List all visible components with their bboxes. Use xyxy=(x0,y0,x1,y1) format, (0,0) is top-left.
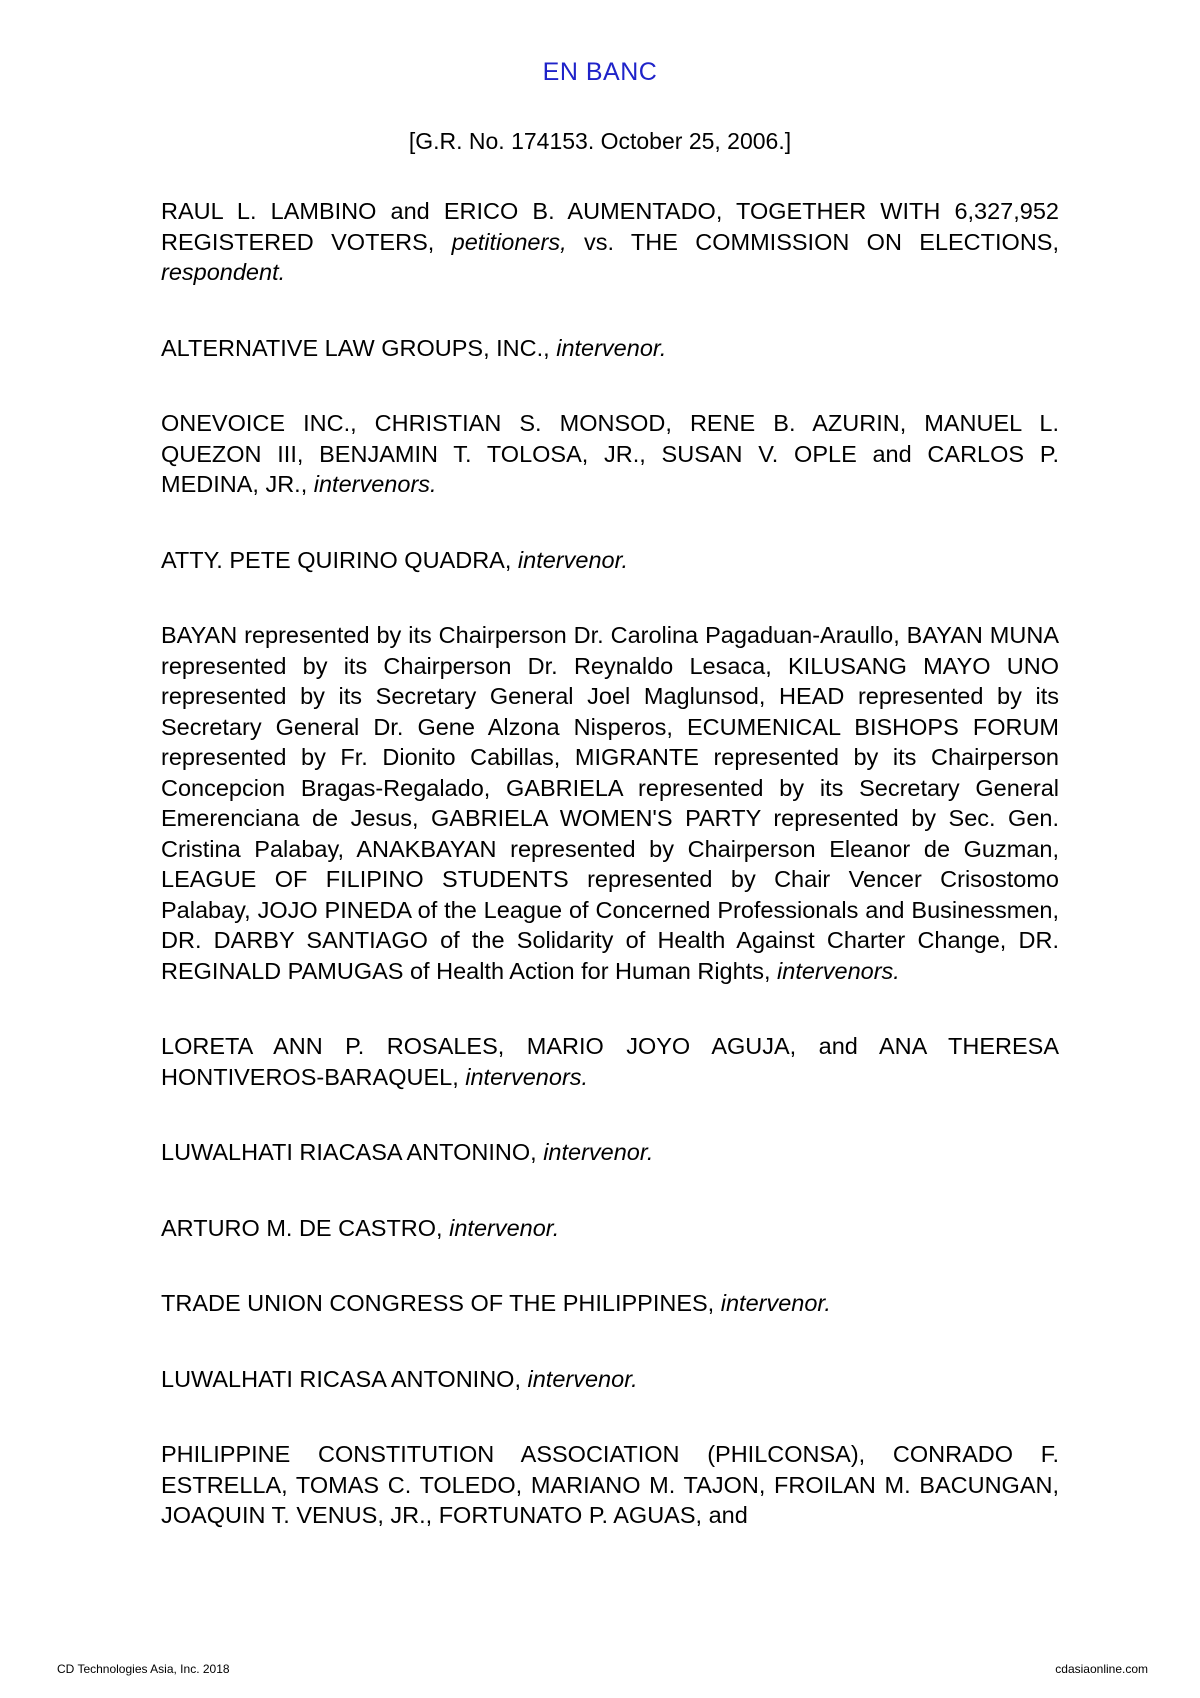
party-role: intervenor. xyxy=(543,1139,654,1165)
party-names: RAUL L. LAMBINO and ERICO B. AUMENTADO, TOGETHER WITH 6,327,952 REGISTERED VOTERS, xyxy=(161,198,1059,255)
party-role: intervenor. xyxy=(527,1365,638,1392)
party-names: ARTURO M. DE CASTRO, xyxy=(161,1214,443,1241)
parties-block xyxy=(161,196,1059,1576)
party-paragraph-8 xyxy=(161,1213,1059,1244)
party-role: intervenors. xyxy=(465,1063,589,1090)
party-paragraph-1 xyxy=(161,196,1059,288)
party-role: intervenors. xyxy=(777,957,900,984)
party-names: BAYAN represented by its Chairperson Dr. Carolina Pagaduan-Araullo, BAYAN MUNA represented by its Chairperson Dr. Reynaldo Lesaca, KILUSANG MAYO UNO represented by its Secretary General Joel Maglunsod, HEAD represented by its Secretary General Dr. Gene Alzona Nisperos, ECUMENICAL BISHOPS FORUM represented by Fr. Dionito Cabillas, MIGRANTE represented by its Chairperson Concepcion Bragas-Regalado, GABRIELA represented by its Secretary General Emerenciana de Jesus, GABRIELA WOMEN'S PARTY represented by Sec. Gen. Cristina Palabay, ANAKBAYAN represented by Chairperson Eleanor de Guzman, LEAGUE OF FILIPINO STUDENTS represented by Chair Vencer Crisostomo Palabay, JOJO PINEDA of the League of Concerned Professionals and Businessmen, DR. DARBY SANTIAGO of the Solidarity of Health Against Charter Change, DR. REGINALD PAMUGAS of Health Action for Human Rights, xyxy=(161,622,1059,984)
party-names: ALTERNATIVE LAW GROUPS, INC., xyxy=(161,334,550,361)
party-names: ONEVOICE INC., CHRISTIAN S. MONSOD, RENE B. AZURIN, MANUEL L. QUEZON III, BENJAMIN T. TOLOSA, JR., SUSAN V. OPLE and CARLOS P. MEDINA, JR., xyxy=(161,410,1059,497)
party-paragraph-10 xyxy=(161,1364,1059,1395)
party-paragraph-3 xyxy=(161,408,1059,500)
party-names: TRADE UNION CONGRESS OF THE PHILIPPINES, xyxy=(161,1290,715,1316)
party-role: petitioners, xyxy=(451,228,567,255)
party-role: intervenor. xyxy=(449,1214,560,1241)
party-names-continued: vs. THE COMMISSION ON ELECTIONS, xyxy=(583,228,1059,255)
party-role: intervenor. xyxy=(720,1290,831,1316)
party-paragraph-2 xyxy=(161,333,1059,364)
party-names: ATTY. PETE QUIRINO QUADRA, xyxy=(161,546,512,573)
party-paragraph-5 xyxy=(161,620,1059,986)
party-paragraph-6 xyxy=(161,1031,1059,1092)
case-number: [G.R. No. 174153. October 25, 2006.] xyxy=(408,128,792,154)
party-paragraph-11 xyxy=(161,1439,1059,1531)
party-paragraph-7 xyxy=(161,1137,1059,1168)
court-division: EN BANC xyxy=(542,58,658,86)
party-names: LORETA ANN P. ROSALES, MARIO JOYO AGUJA, and ANA THERESA HONTIVEROS-BARAQUEL, xyxy=(161,1033,1059,1090)
footer-website: cdasiaonline.com xyxy=(1055,1662,1148,1676)
party-paragraph-4 xyxy=(161,545,1059,576)
party-paragraph-9 xyxy=(161,1288,1059,1319)
footer-publisher: CD Technologies Asia, Inc. 2018 xyxy=(57,1662,230,1676)
party-role: intervenors. xyxy=(313,471,437,497)
party-names: LUWALHATI RICASA ANTONINO, xyxy=(161,1365,521,1392)
party-role-respondent: respondent. xyxy=(161,259,286,285)
party-role: intervenor. xyxy=(517,546,629,573)
party-names: PHILIPPINE CONSTITUTION ASSOCIATION (PHILCONSA), CONRADO F. ESTRELLA, TOMAS C. TOLEDO, MARIANO M. TAJON, FROILAN M. BACUNGAN, JOAQUIN T. VENUS, JR., FORTUNATO P. AGUAS, and xyxy=(161,1441,1059,1528)
party-names: LUWALHATI RIACASA ANTONINO, xyxy=(161,1139,537,1165)
party-role: intervenor. xyxy=(556,334,667,361)
